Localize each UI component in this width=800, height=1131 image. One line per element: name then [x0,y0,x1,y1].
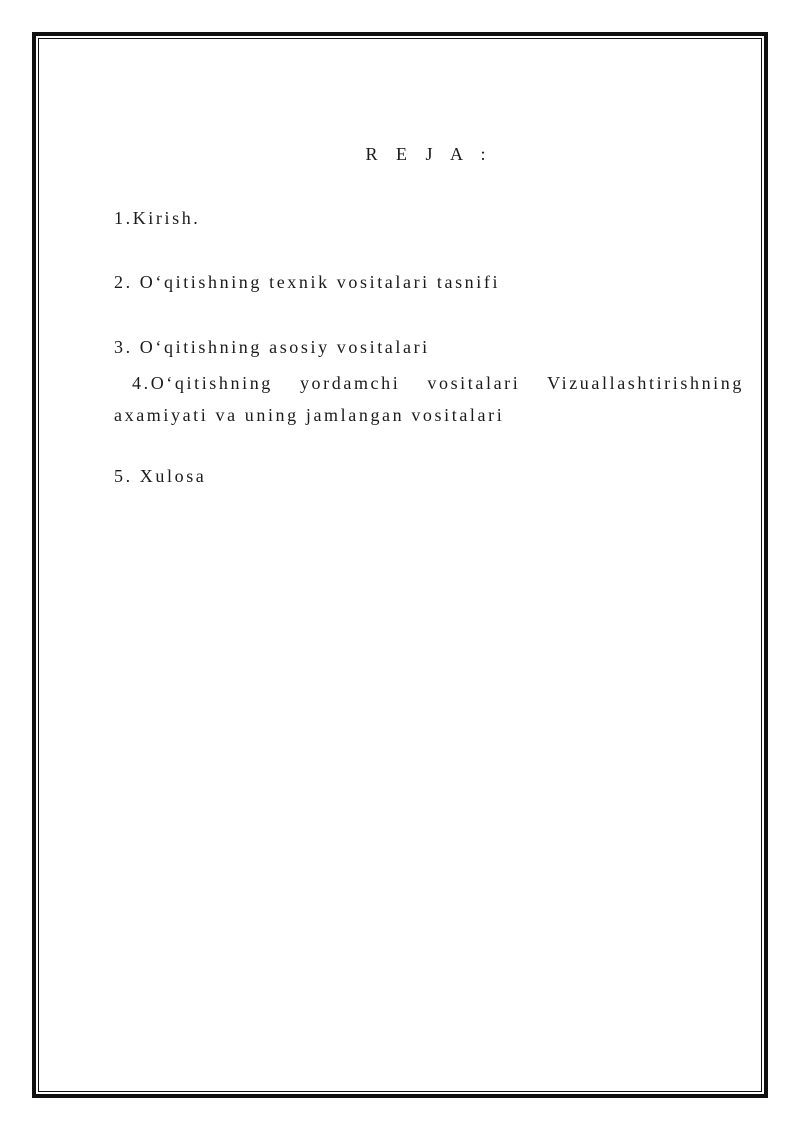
plan-item-4-line-2: axamiyati va uning jamlangan vositalari [114,405,505,425]
plan-heading: R E J A : [365,144,493,164]
page-border-inner [38,38,762,1092]
plan-item-1: 1.Kirish. [114,208,201,228]
plan-item-4-line-1: 4.O‘qitishning yordamchi vositalari Vizuallashtirishning [132,373,744,393]
plan-item-4 [114,367,744,431]
plan-item-5: 5. Xulosa [114,466,207,486]
plan-item-2: 2. O‘qitishning texnik vositalari tasnifi [114,272,501,292]
plan-item-3: 3. O‘qitishning asosiy vositalari [114,337,430,357]
